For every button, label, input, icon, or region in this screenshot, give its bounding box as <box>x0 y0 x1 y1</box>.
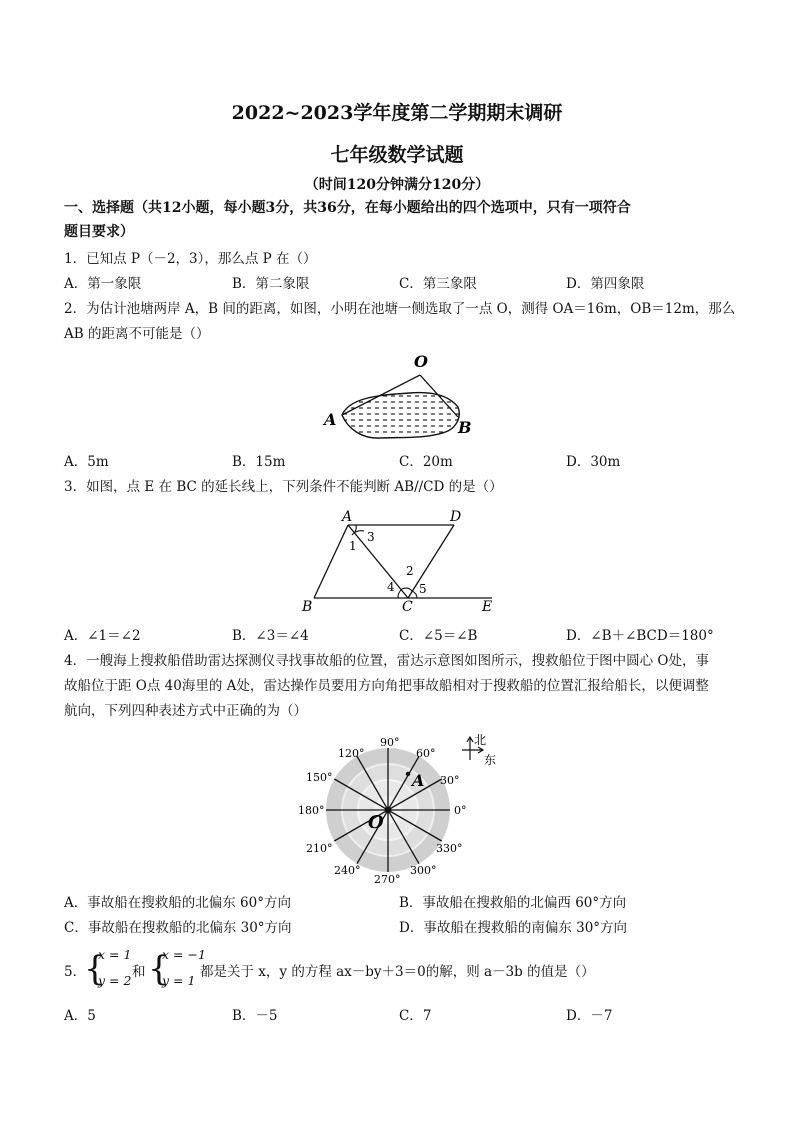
q4-option-d: D．事故船在搜救船的南偏东 30°方向 <box>399 920 628 936</box>
label-angle2: 2 <box>406 564 414 578</box>
q5-option-c: C．7 <box>399 1008 432 1024</box>
label-center-o: O <box>368 812 384 833</box>
q4-option-a: A．事故船在搜救船的北偏东 60°方向 <box>64 895 291 911</box>
q2-option-d: D．30m <box>566 454 621 470</box>
label-180deg: 180° <box>298 804 325 817</box>
q1-option-a: A．第一象限 <box>64 276 142 292</box>
label-a: A <box>324 410 337 429</box>
label-300deg: 300° <box>410 864 437 877</box>
sys2-line1: x = −1 <box>162 947 206 962</box>
q4-stem-line1: 4．一艘海上搜救船借助雷达探测仪寻找事故船的位置，雷达示意图如图所示，搜救船位于图中圆心 O处，事 <box>64 653 709 669</box>
label-240deg: 240° <box>334 864 361 877</box>
brace-left-2: { <box>148 949 170 989</box>
q4-option-c: C．事故船在搜救船的北偏东 30°方向 <box>64 920 292 936</box>
label-angle3: 3 <box>367 530 375 544</box>
q3-stem: 3．如图，点 E 在 BC 的延长线上，下列条件不能判断 AB//CD 的是（） <box>64 479 503 495</box>
label-a: A <box>342 509 353 525</box>
exam-title: 2022~2023学年度第二学期期末调研 <box>231 102 563 124</box>
label-b: B <box>458 418 472 437</box>
q4-option-b: B．事故船在搜救船的北偏西 60°方向 <box>399 895 627 911</box>
q3-option-b: B．∠3＝∠4 <box>232 628 309 644</box>
label-b: B <box>302 599 313 615</box>
label-270deg: 270° <box>374 873 401 886</box>
sys1-line2: y = 2 <box>98 973 132 988</box>
segment-cd <box>408 525 454 598</box>
q5-option-a: A．5 <box>64 1008 96 1024</box>
label-angle1: 1 <box>349 539 357 553</box>
q2-option-a: A．5m <box>64 454 109 470</box>
label-60deg: 60° <box>416 747 436 760</box>
label-120deg: 120° <box>338 747 365 760</box>
q5-option-d: D．－7 <box>566 1008 613 1024</box>
q5-option-b: B．－5 <box>232 1008 278 1024</box>
center-point <box>385 807 392 814</box>
q1-option-b: B．第二象限 <box>232 276 310 292</box>
sys1-line1: x = 1 <box>98 947 132 962</box>
label-north: 北 <box>474 733 487 747</box>
q5-stem-rest: 都是关于 x，y 的方程 ax－by＋3＝0的解，则 a－3b 的值是（） <box>200 964 595 980</box>
label-210deg: 210° <box>306 842 333 855</box>
brace-left-1: { <box>84 949 106 989</box>
label-30deg: 30° <box>440 774 460 787</box>
q2-option-b: B．15m <box>232 454 286 470</box>
label-d: D <box>450 509 462 525</box>
label-150deg: 150° <box>306 771 333 784</box>
label-330deg: 330° <box>436 842 463 855</box>
q3-option-c: C．∠5＝∠B <box>399 628 478 644</box>
exam-subtitle: 七年级数学试题 <box>330 144 464 166</box>
segment-ac <box>348 525 408 598</box>
label-o: O <box>414 352 428 371</box>
segment-ab <box>314 525 348 598</box>
label-east: 东 <box>484 753 497 767</box>
pond-figure <box>310 345 500 445</box>
q3-option-d: D．∠B＋∠BCD＝180° <box>566 628 714 644</box>
time-note: （时间120分钟满分120分） <box>304 177 490 193</box>
label-angle4: 4 <box>387 580 395 594</box>
q2-stem-line2: AB 的距离不可能是（） <box>64 326 210 342</box>
q3-option-a: A．∠1＝∠2 <box>64 628 141 644</box>
radar-figure <box>290 728 510 888</box>
q1-stem: 1．已知点 P（－2，3），那么点 P 在（） <box>64 251 317 267</box>
q2-option-c: C．20m <box>399 454 453 470</box>
label-c: C <box>402 599 413 615</box>
q4-stem-line2: 故船位于距 O点 40海里的 A处，雷达操作员要用方向角把事故船相对于搜救船的位置汇报给船长，以便调整 <box>64 678 709 694</box>
section1-heading-line1: 一、选择题（共12小题，每小题3分，共36分，在每小题给出的四个选项中，只有一项符合 <box>64 200 631 216</box>
q2-stem-line1: 2．为估计池塘两岸 A，B 间的距离，如图，小明在池塘一侧选取了一点 O，测得 OA＝16m，OB＝12m，那么 <box>64 301 736 317</box>
q5-number: 5． <box>64 964 87 980</box>
parallelogram-figure <box>296 505 506 620</box>
label-angle5: 5 <box>419 582 427 596</box>
label-90deg: 90° <box>380 736 400 749</box>
q1-option-c: C．第三象限 <box>399 276 477 292</box>
q1-option-d: D．第四象限 <box>566 276 645 292</box>
label-e: E <box>482 599 493 615</box>
sys2-line2: y = 1 <box>162 973 196 988</box>
arc-angle2 <box>402 588 412 591</box>
point-a-dot <box>406 772 410 776</box>
label-point-a: A <box>412 771 425 790</box>
q4-stem-line3: 航向，下列四种表述方式中正确的为（） <box>64 703 307 719</box>
section1-heading-line2: 题目要求） <box>64 224 134 240</box>
q5-connector: 和 <box>132 964 146 980</box>
arc-angle5 <box>412 591 417 598</box>
label-0deg: 0° <box>454 804 467 817</box>
